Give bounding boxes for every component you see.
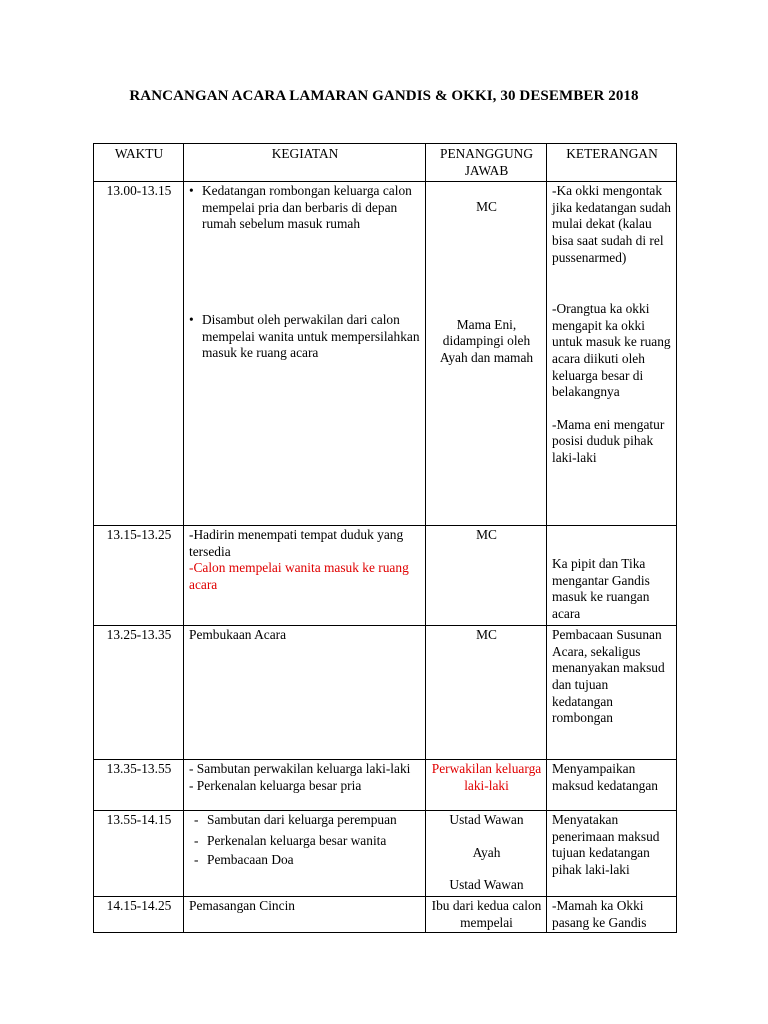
pj-text: Ayah	[472, 844, 501, 860]
table-row	[94, 760, 677, 811]
list-item: - Sambutan dari keluarga perempuan	[194, 812, 397, 828]
table-row	[94, 897, 677, 933]
cell-kegiatan	[184, 811, 426, 897]
dash-icon: -	[194, 852, 199, 868]
cell-kegiatan	[184, 760, 426, 811]
kegiatan-text-highlight: -Calon mempelai wanita masuk ke ruang acara	[189, 560, 409, 592]
cell-keterangan	[547, 526, 677, 626]
cell-waktu: 13.35-13.55	[94, 760, 184, 811]
table-row	[94, 626, 677, 760]
cell-penanggung-jawab: Perwakilan keluarga laki-laki	[426, 760, 547, 811]
bullet-icon: •	[189, 183, 194, 199]
cell-penanggung-jawab: MC	[426, 626, 547, 760]
cell-penanggung-jawab: MC	[426, 526, 547, 626]
header-keterangan: KETERANGAN	[547, 144, 677, 182]
page-title: RANCANGAN ACARA LAMARAN GANDIS & OKKI, 30 DESEMBER 2018	[129, 88, 639, 104]
cell-kegiatan: Pembukaan Acara	[184, 626, 426, 760]
cell-waktu: 13.15-13.25	[94, 526, 184, 626]
ket-text: Ka pipit dan Tika mengantar Gandis masuk ke ruangan acara	[552, 556, 650, 621]
header-kegiatan: KEGIATAN	[184, 144, 426, 182]
dash-icon: -	[194, 832, 199, 848]
list-item: • Disambut oleh perwakilan dari calon mempelai wanita untuk mempersilahkan masuk ke ruang acara	[189, 311, 420, 361]
header-penanggung-jawab: PENANGGUNG JAWAB	[426, 144, 547, 182]
cell-keterangan: -Mamah ka Okki pasang ke Gandis	[547, 897, 677, 933]
cell-waktu: 13.25-13.35	[94, 626, 184, 760]
cell-keterangan: Menyampaikan maksud kedatangan	[547, 760, 677, 811]
dash-icon: -	[194, 812, 199, 828]
schedule-table	[93, 143, 677, 933]
pj-text: Ustad Wawan	[449, 812, 524, 828]
cell-kegiatan	[184, 526, 426, 626]
cell-waktu: 13.55-14.15	[94, 811, 184, 897]
cell-kegiatan: Pemasangan Cincin	[184, 897, 426, 933]
cell-keterangan: Pembacaan Susunan Acara, sekaligus menanyakan maksud dan tujuan kedatangan rombongan	[547, 626, 677, 760]
table-row	[94, 526, 677, 626]
cell-penanggung-jawab	[426, 811, 547, 897]
bullet-icon: •	[189, 311, 194, 327]
pj-text: MC	[476, 199, 497, 215]
header-waktu: WAKTU	[94, 144, 184, 182]
kegiatan-text: - Sambutan perwakilan keluarga laki-laki	[189, 761, 411, 777]
ket-text: -Ka okki mengontak jika kedatangan sudah mulai dekat (kalau bisa saat sudah di rel pussenarmed)	[552, 183, 671, 265]
list-item: • Kedatangan rombongan keluarga calon mempelai pria dan berbaris di depan rumah sebelum masuk rumah	[189, 183, 412, 232]
table-header-row	[94, 144, 677, 182]
pj-text: Mama Eni, didampingi oleh Ayah dan mamah	[439, 316, 534, 365]
cell-keterangan: Menyatakan penerimaan maksud tujuan kedatangan pihak laki-laki	[547, 811, 677, 897]
cell-waktu: 14.15-14.25	[94, 897, 184, 933]
ket-text: -Mama eni mengatur posisi duduk pihak laki-laki	[552, 416, 665, 465]
cell-kegiatan	[184, 182, 426, 526]
table-row	[94, 182, 677, 526]
list-item: - Perkenalan keluarga besar wanita	[194, 832, 387, 848]
cell-penanggung-jawab	[426, 182, 547, 526]
ket-text: -Orangtua ka okki mengapit ka okki untuk masuk ke ruang acara diikuti oleh keluarga besar di belakangnya	[552, 301, 671, 400]
cell-waktu: 13.00-13.15	[94, 182, 184, 526]
kegiatan-text: - Perkenalan keluarga besar pria	[189, 777, 362, 793]
table-row	[94, 811, 677, 897]
pj-text: Ustad Wawan	[449, 877, 524, 893]
cell-penanggung-jawab: Ibu dari kedua calon mempelai	[426, 897, 547, 933]
list-item: - Pembacaan Doa	[194, 852, 294, 868]
cell-keterangan	[547, 182, 677, 526]
kegiatan-text: -Hadirin menempati tempat duduk yang tersedia	[189, 527, 404, 559]
